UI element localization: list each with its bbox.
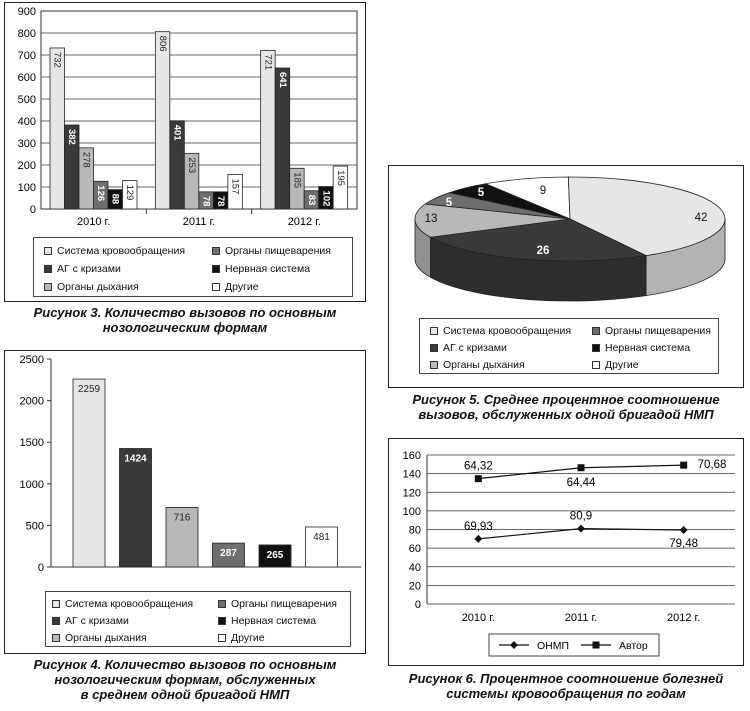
legend-label: ОНМП [537,640,570,652]
legend-item-circulatory [52,598,193,610]
fig5-legend [419,318,719,374]
y-tick-label: 140 [402,468,421,481]
legend-swatch-other [218,634,226,642]
data-label: 78 [200,195,212,207]
legend-item-ag-crisis [52,615,129,627]
data-label: 265 [266,549,284,561]
fig5-caption [388,392,744,422]
data-label: 126 [95,185,107,202]
data-label: 641 [276,71,288,88]
legend-swatch-circulatory [430,327,438,335]
data-label: 64,44 [566,476,596,489]
data-label: 278 [80,151,92,168]
fig6-caption [388,671,744,701]
data-label: 102 [320,190,332,207]
y-tick-label: 700 [17,50,36,62]
y-tick-label: 40 [408,561,421,574]
legend-label: АГ с кризами [65,615,129,627]
legend-item-circulatory [44,245,185,257]
point-marker [475,475,482,482]
legend-swatch-respiratory [44,283,52,291]
x-tick-label: 2012 г. [287,216,321,228]
data-label: 481 [313,531,330,543]
y-tick-label: 1000 [19,478,44,491]
legend-swatch-nervous [218,617,226,625]
data-label: 721 [262,54,274,71]
y-tick-label: 400 [17,116,36,128]
caption-line: Рисунок 6. Процентное соотношение болезней [408,671,724,686]
legend-swatch-digestive [218,600,226,608]
data-label: 806 [157,35,169,52]
y-tick-label: 800 [17,28,36,40]
data-label: 287 [220,548,237,560]
legend-label: Органы дыхания [65,632,147,644]
legend-item-respiratory [430,359,525,371]
caption-line: Рисунок 4. Количество вызовов по основным [33,657,337,672]
legend-item-nervous [212,263,310,275]
y-tick-label: 500 [17,94,36,106]
data-label: 88 [109,193,121,205]
legend-item-nervous [218,615,316,627]
legend-label: Органы дыхания [57,281,139,293]
legend-swatch-ag-crisis [44,265,52,273]
legend-label: АГ с кризами [443,342,507,354]
slice-label-other: 9 [539,185,547,198]
y-tick-label: 160 [402,450,421,462]
legend-swatch-other [212,283,220,291]
fig6-chart [389,439,745,667]
slice-label-digestive: 5 [445,197,453,210]
point-marker [577,525,585,533]
legend-item-digestive [212,245,331,257]
slice-label-ag_crisis: 26 [536,245,550,258]
bar-circulatory [50,48,65,209]
y-tick-label: 100 [17,182,36,194]
y-tick-label: 900 [17,6,36,18]
fig6-panel [388,438,744,666]
legend-label: Автор [619,640,648,652]
data-label: 129 [124,184,136,201]
slice-label-circulatory: 42 [694,212,708,225]
y-tick-label: 500 [25,520,44,533]
legend-swatch-circulatory [44,247,52,255]
fig4-caption [4,657,366,702]
fig3-legend [33,237,353,297]
fig5-panel [388,165,744,388]
legend-item-circulatory [430,325,571,337]
legend-label: Органы пищеварения [231,598,337,610]
fig4-legend [45,591,351,647]
legend-label: Другие [225,281,259,293]
legend-marker [593,642,600,649]
x-tick-label: 2011 г. [564,612,598,624]
y-tick-label: 120 [402,487,421,500]
legend-item-other [218,632,265,644]
data-label: 80,9 [569,510,593,523]
caption-line: Рисунок 3. Количество вызовов по основным [33,305,337,320]
y-tick-label: 1500 [19,437,44,450]
data-label: 253 [186,157,198,174]
bar-circulatory [73,379,105,567]
legend-item-nervous [592,342,690,354]
data-label: 83 [305,194,317,206]
point-marker [680,462,687,469]
y-tick-label: 0 [37,562,44,574]
data-label: 732 [51,51,63,68]
point-marker [474,535,482,543]
y-tick-label: 0 [29,204,36,216]
legend-swatch-circulatory [52,600,60,608]
legend-label: Органы пищеварения [225,245,331,257]
legend-label: Система кровообращения [443,325,572,337]
legend-item-digestive [592,325,711,337]
legend-item-other [212,281,259,293]
point-marker [578,464,585,471]
point-marker [680,526,688,534]
legend-swatch-nervous [212,265,220,273]
x-tick-label: 2010 г. [77,216,111,228]
slice-label-nervous: 5 [477,187,485,200]
legend-label: Нервная система [231,615,317,627]
data-label: 1424 [124,453,147,465]
legend-label: Система кровообращения [65,598,194,610]
bar-circulatory [155,32,170,209]
caption-line: системы кровообращения по годам [446,686,686,701]
caption-line: Рисунок 5. Среднее процентное соотношение [412,392,720,407]
bar-ag_crisis [120,449,152,567]
x-tick-label: 2010 г. [461,612,495,624]
legend-swatch-digestive [212,247,220,255]
data-label: 382 [66,128,78,145]
y-tick-label: 600 [17,72,36,84]
legend-swatch-other [592,361,600,369]
x-tick-label: 2012 г. [667,612,701,624]
data-label: 401 [171,124,183,141]
y-tick-label: 300 [17,138,36,150]
legend-item-ag-crisis [430,342,507,354]
legend-label: АГ с кризами [57,263,121,275]
data-label: 69,93 [463,520,493,533]
legend-swatch-respiratory [52,634,60,642]
data-label: 70,68 [697,459,727,472]
y-tick-label: 0 [414,599,421,611]
legend-item-digestive [218,598,337,610]
data-label: 195 [334,170,346,186]
y-tick-label: 60 [408,543,421,556]
legend-item-respiratory [44,281,139,293]
legend-item-respiratory [52,632,147,644]
data-label: 716 [173,512,191,524]
legend-swatch-ag-crisis [52,617,60,625]
y-tick-label: 20 [408,580,421,593]
legend-label: Другие [231,632,265,644]
data-label: 2259 [77,384,101,396]
legend-item-other [592,359,639,371]
data-label: 185 [291,172,303,189]
data-label: 79,48 [669,537,699,550]
slice-label-respiratory: 13 [424,213,438,226]
legend-label: Нервная система [605,342,691,354]
y-tick-label: 100 [402,505,421,518]
bar-ag_crisis [275,68,290,209]
fig4-panel [4,350,366,654]
data-label: 157 [229,178,241,195]
legend-swatch-nervous [592,344,600,352]
legend-label: Нервная система [225,263,311,275]
fig3-panel [4,2,366,302]
legend-swatch-respiratory [430,361,438,369]
bar-circulatory [261,50,276,209]
y-tick-label: 2500 [19,354,44,366]
data-label: 64,32 [463,460,493,473]
legend-swatch-digestive [592,327,600,335]
fig3-caption [4,305,366,335]
x-tick-label: 2011 г. [182,216,216,228]
legend-label: Система кровообращения [57,245,186,257]
y-tick-label: 80 [408,524,421,537]
y-tick-label: 2000 [19,395,44,408]
y-tick-label: 200 [17,160,36,172]
caption-line: в среднем одной бригадой НМП [80,687,290,702]
legend-item-ag-crisis [44,263,121,275]
legend-label: Органы пищеварения [605,325,711,337]
data-label: 78 [215,195,227,207]
caption-line: нозологическим формам [102,320,268,335]
caption-line: нозологическим формам, обслуженных [54,672,316,687]
legend-label: Органы дыхания [443,359,525,371]
legend-swatch-ag-crisis [430,344,438,352]
legend-label: Другие [605,359,639,371]
caption-line: вызовов, обслуженных одной бригадой НМП [418,407,714,422]
